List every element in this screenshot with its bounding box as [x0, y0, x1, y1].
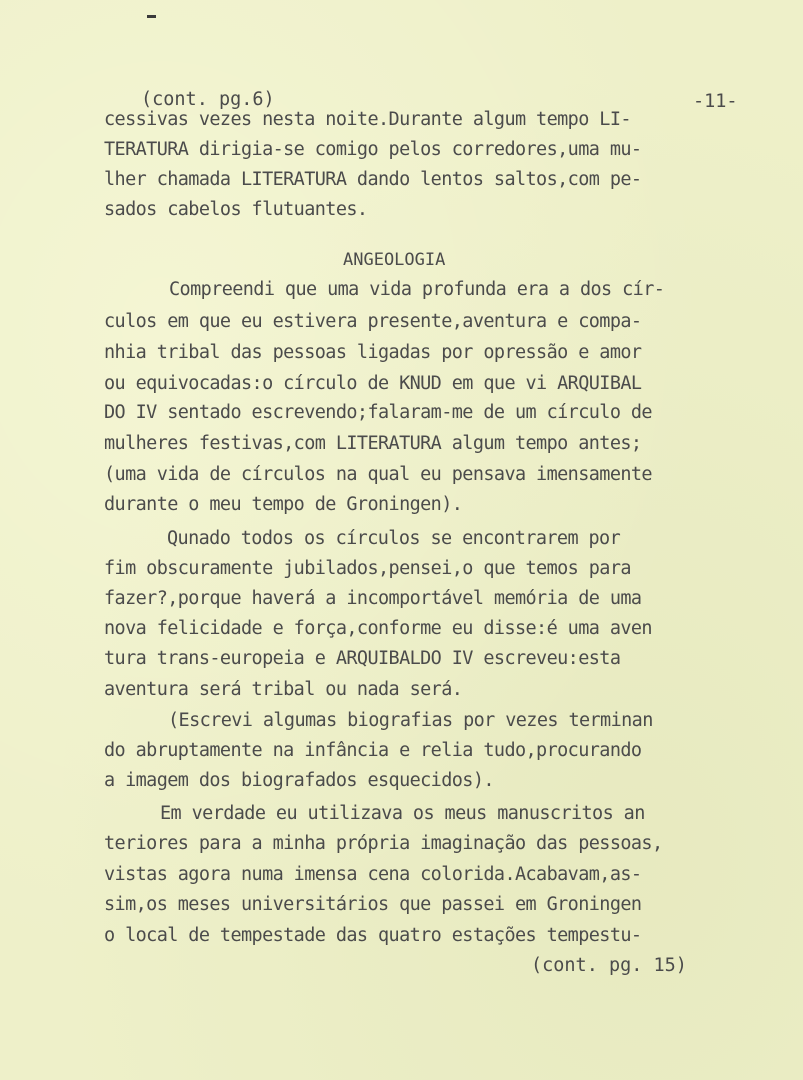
text-line: aventura será tribal ou nada será. [104, 679, 463, 700]
text-line: lher chamada LITERATURA dando lentos saltos,com pe- [104, 169, 642, 190]
text-line: sim,os meses universitários que passei em Groningen [104, 894, 642, 915]
text-line: nova felicidade e força,conforme eu disse:é uma aven [104, 618, 652, 639]
text-line: a imagem dos biografados esquecidos). [104, 770, 494, 791]
text-line: durante o meu tempo de Groningen). [104, 494, 463, 515]
ink-mark [147, 15, 156, 18]
text-line: ou equivocadas:o círculo de KNUD em que vi ARQUIBAL [104, 373, 642, 394]
text-line: sados cabelos flutuantes. [104, 199, 368, 220]
text-line: o local de tempestade das quatro estações tempestu- [104, 925, 642, 946]
continued-on-note: (cont. pg. 15) [531, 955, 687, 976]
continued-from-note: (cont. pg.6) [141, 89, 275, 110]
text-line: fim obscuramente jubilados,pensei,o que temos para [104, 558, 631, 579]
text-line: Qunado todos os círculos se encontrarem por [167, 528, 621, 549]
section-title: ANGEOLOGIA [343, 250, 446, 270]
text-line: fazer?,porque haverá a incomportável memória de uma [104, 588, 642, 609]
text-line: vistas agora numa imensa cena colorida.Acabavam,as- [104, 864, 642, 885]
text-line: (uma vida de círculos na qual eu pensava imensamente [104, 464, 652, 485]
text-line: do abruptamente na infância e relia tudo,procurando [104, 740, 642, 761]
text-line: teriores para a minha própria imaginação das pessoas, [104, 833, 663, 854]
text-line: mulheres festivas,com LITERATURA algum tempo antes; [104, 433, 642, 454]
text-line: Compreendi que uma vida profunda era a dos cír- [169, 279, 665, 300]
text-line: Em verdade eu utilizava os meus manuscritos an [160, 803, 645, 824]
text-line: culos em que eu estivera presente,aventura e compa- [104, 311, 642, 332]
page-number: -11- [693, 91, 738, 112]
text-line: TERATURA dirigia-se comigo pelos corredores,uma mu- [104, 139, 642, 160]
text-line: cessivas vezes nesta noite.Durante algum tempo LI- [104, 109, 631, 130]
text-line: DO IV sentado escrevendo;falaram-me de um círculo de [104, 402, 652, 423]
text-line: tura trans-europeia e ARQUIBALDO IV escreveu:esta [104, 648, 621, 669]
text-line: nhia tribal das pessoas ligadas por opressão e amor [104, 342, 642, 363]
text-line: (Escrevi algumas biografias por vezes terminan [168, 710, 653, 731]
